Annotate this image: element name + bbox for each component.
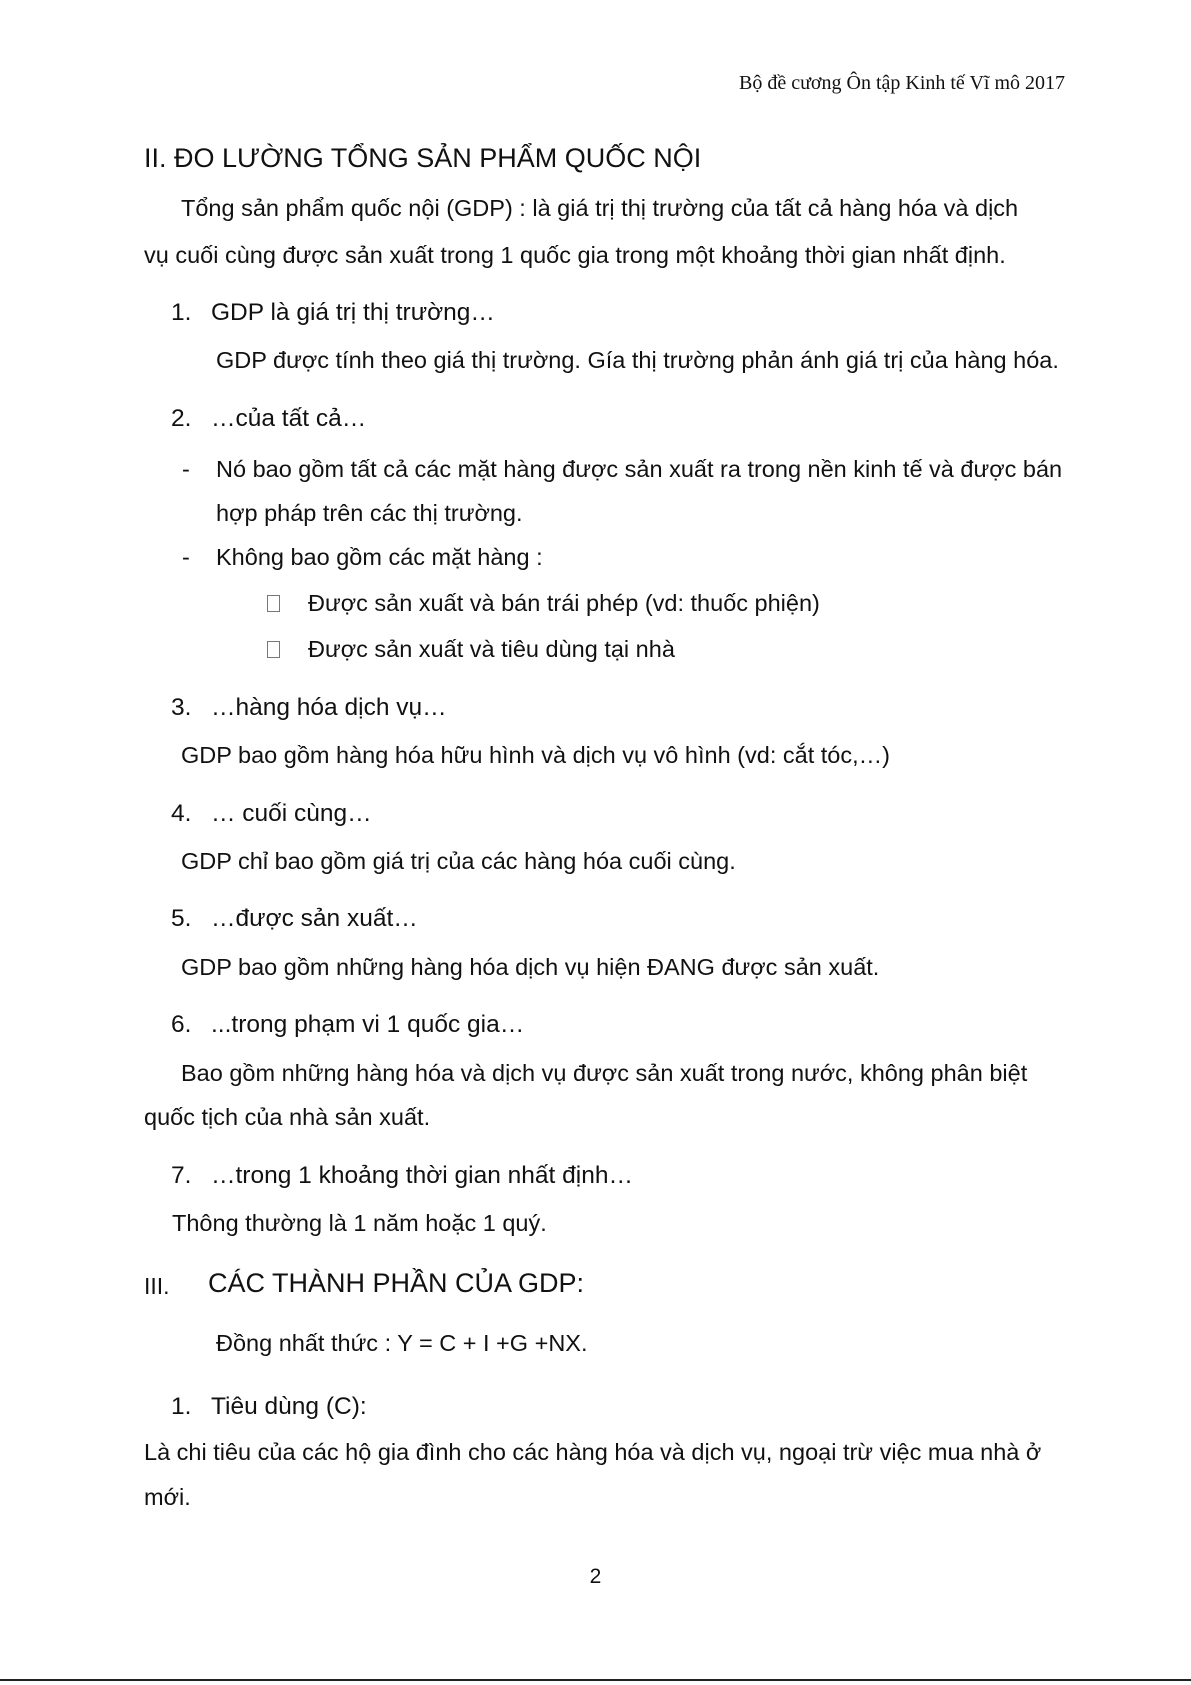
section-heading: II. ĐO LƯỜNG TỔNG SẢN PHẨM QUỐC NỘI [144,143,702,173]
sub-item-text: Được sản xuất và bán trái phép (vd: thuốc phiện) [308,590,820,616]
bullet-dash: - [182,456,190,482]
checkbox-icon [267,595,280,615]
item-title: …hàng hóa dịch vụ… [211,694,447,721]
item-title: Tiêu dùng (C): [211,1393,367,1420]
item-text: GDP chỉ bao gồm giá trị của các hàng hóa cuối cùng. [181,848,736,874]
page-header: Bộ đề cương Ôn tập Kinh tế Vĩ mô 2017 [738,72,1065,94]
bullet-text: Không bao gồm các mặt hàng : [216,544,543,570]
item-number: 3. [171,694,192,721]
item-text-line-2: quốc tịch của nhà sản xuất. [144,1104,431,1130]
item-number: 5. [171,905,192,932]
gdp-definition-line-2: vụ cuối cùng được sản xuất trong 1 quốc gia trong một khoảng thời gian nhất định. [144,242,1006,268]
gdp-identity: Đồng nhất thức : Y = C + I +G +NX. [216,1330,588,1356]
item-number: 4. [171,800,192,827]
item-title: …trong 1 khoảng thời gian nhất định… [211,1162,633,1189]
section-numeral: III. [144,1273,170,1299]
item-text: Thông thường là 1 năm hoặc 1 quý. [172,1210,547,1236]
item-number: 6. [171,1011,192,1038]
sub-item-text: Được sản xuất và tiêu dùng tại nhà [308,636,675,662]
gdp-definition-line-1: Tổng sản phẩm quốc nội (GDP) : là giá trị thị trường của tất cả hàng hóa và dịch [181,195,1019,221]
item-number: 1. [171,1393,192,1420]
item-text: GDP bao gồm hàng hóa hữu hình và dịch vụ vô hình (vd: cắt tóc,…) [181,742,890,768]
item-text-line-1: Là chi tiêu của các hộ gia đình cho các hàng hóa và dịch vụ, ngoại trừ việc mua nhà ở [144,1439,1042,1465]
item-text-line-2: mới. [144,1484,191,1510]
item-text: GDP được tính theo giá thị trường. Gía thị trường phản ánh giá trị của hàng hóa. [216,347,1059,373]
item-title: … cuối cùng… [211,800,372,827]
checkbox-icon [267,641,280,661]
bullet-text-line-2: hợp pháp trên các thị trường. [216,500,523,526]
item-number: 7. [171,1162,192,1189]
item-number: 1. [171,299,192,326]
item-title: GDP là giá trị thị trường… [211,299,495,326]
item-text-line-1: Bao gồm những hàng hóa và dịch vụ được sản xuất trong nước, không phân biệt [181,1060,1028,1086]
item-title: …của tất cả… [211,405,367,432]
item-title: …được sản xuất… [211,905,418,932]
bullet-dash: - [182,544,190,570]
footer-rule [0,1679,1191,1681]
bullet-text-line-1: Nó bao gồm tất cả các mặt hàng được sản xuất ra trong nền kinh tế và được bán [216,456,1063,482]
item-title: ...trong phạm vi 1 quốc gia… [211,1011,525,1038]
item-number: 2. [171,405,192,432]
item-text: GDP bao gồm những hàng hóa dịch vụ hiện ĐANG được sản xuất. [181,954,880,980]
section-heading: CÁC THÀNH PHẦN CỦA GDP: [208,1268,585,1298]
page-number: 2 [589,1565,602,1588]
